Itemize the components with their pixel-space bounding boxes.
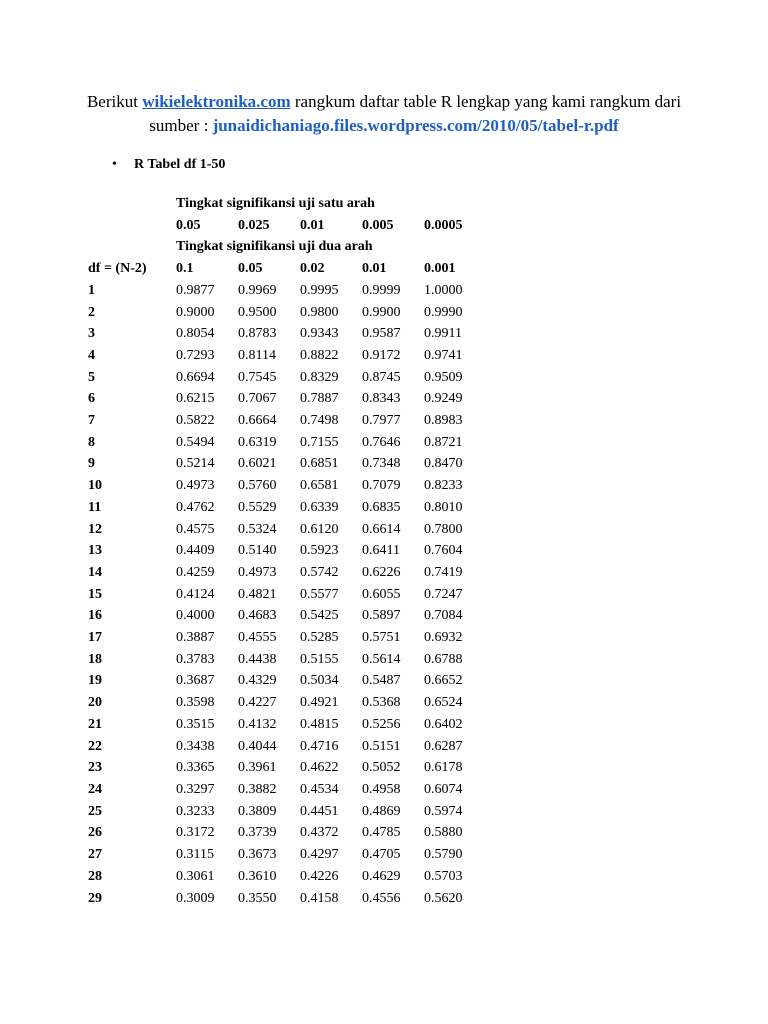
r-value-cell: 0.9995 <box>300 282 339 298</box>
r-value-cell: 0.6524 <box>424 695 463 711</box>
df-cell: 10 <box>88 478 102 494</box>
r-value-cell: 0.3961 <box>238 760 277 776</box>
r-value-cell: 0.8054 <box>176 326 215 342</box>
df-cell: 29 <box>88 890 102 906</box>
table-row <box>88 432 486 454</box>
r-value-cell: 0.3598 <box>176 695 215 711</box>
r-value-cell: 0.4683 <box>238 608 277 624</box>
one-tail-level: 0.0005 <box>424 217 463 233</box>
one-tail-level: 0.05 <box>176 217 201 233</box>
r-value-cell: 0.4158 <box>300 890 339 906</box>
r-value-cell: 0.5703 <box>424 868 463 884</box>
r-value-cell: 0.7079 <box>362 478 401 494</box>
r-value-cell: 0.4132 <box>238 716 277 732</box>
r-value-cell: 0.6851 <box>300 456 339 472</box>
df-cell: 1 <box>88 282 95 298</box>
r-value-cell: 0.6226 <box>362 564 401 580</box>
r-value-cell: 0.5140 <box>238 543 277 559</box>
r-value-cell: 0.8470 <box>424 456 463 472</box>
r-value-cell: 0.7498 <box>300 413 339 429</box>
r-value-cell: 0.8329 <box>300 369 339 385</box>
two-tail-level: 0.05 <box>238 261 263 277</box>
r-value-cell: 0.4821 <box>238 586 277 602</box>
df-cell: 20 <box>88 695 102 711</box>
table-row <box>88 670 486 692</box>
r-value-cell: 0.3365 <box>176 760 215 776</box>
r-value-cell: 0.4575 <box>176 521 215 537</box>
r-value-cell: 0.7155 <box>300 434 339 450</box>
df-cell: 24 <box>88 781 102 797</box>
one-tail-level: 0.005 <box>362 217 394 233</box>
r-value-cell: 0.5614 <box>362 651 401 667</box>
r-value-cell: 0.8983 <box>424 413 463 429</box>
df-cell: 14 <box>88 564 102 580</box>
r-value-cell: 0.5151 <box>362 738 401 754</box>
table-row <box>88 345 486 367</box>
r-value-cell: 0.4785 <box>362 825 401 841</box>
r-value-cell: 0.4762 <box>176 499 215 515</box>
one-tail-label: Tingkat signifikansi uji satu arah <box>176 196 375 211</box>
intro-middle: rangkum daftar table R lengkap yang kami rangkum dari sumber : <box>149 92 682 135</box>
r-value-cell: 0.6021 <box>238 456 277 472</box>
r-value-cell: 0.7348 <box>362 456 401 472</box>
one-tail-level: 0.01 <box>300 217 325 233</box>
r-value-cell: 0.6652 <box>424 673 463 689</box>
r-value-cell: 0.5742 <box>300 564 339 580</box>
table-row <box>88 497 486 519</box>
r-value-cell: 0.8343 <box>362 391 401 407</box>
r-value-cell: 0.4869 <box>362 803 401 819</box>
r-value-cell: 0.4372 <box>300 825 339 841</box>
r-value-cell: 0.8783 <box>238 326 277 342</box>
r-value-cell: 0.3233 <box>176 803 215 819</box>
r-value-cell: 0.8114 <box>238 347 276 363</box>
r-value-cell: 0.4534 <box>300 781 339 797</box>
r-value-cell: 0.3783 <box>176 651 215 667</box>
r-value-cell: 0.6319 <box>238 434 277 450</box>
df-cell: 9 <box>88 456 95 472</box>
table-row <box>88 367 486 389</box>
table-row <box>88 736 486 758</box>
table-row <box>88 562 486 584</box>
r-value-cell: 0.4044 <box>238 738 277 754</box>
bullet-icon: • <box>112 157 117 172</box>
r-value-cell: 0.5034 <box>300 673 339 689</box>
r-value-cell: 0.8010 <box>424 499 463 515</box>
r-value-cell: 0.9509 <box>424 369 463 385</box>
table-body <box>88 280 486 909</box>
r-value-cell: 0.9000 <box>176 304 215 320</box>
r-value-cell: 0.9249 <box>424 391 463 407</box>
r-value-cell: 0.5214 <box>176 456 215 472</box>
table-row <box>88 714 486 736</box>
r-value-cell: 0.4973 <box>238 564 277 580</box>
df-cell: 18 <box>88 651 102 667</box>
r-value-cell: 0.6788 <box>424 651 463 667</box>
r-value-cell: 0.8233 <box>424 478 463 494</box>
r-value-cell: 0.3438 <box>176 738 215 754</box>
df-cell: 17 <box>88 630 102 646</box>
intro-prefix: Berikut <box>86 92 143 111</box>
r-value-cell: 0.4958 <box>362 781 401 797</box>
r-value-cell: 0.3809 <box>238 803 277 819</box>
r-value-cell: 0.5760 <box>238 478 277 494</box>
df-cell: 22 <box>88 738 102 754</box>
r-value-cell: 0.9990 <box>424 304 463 320</box>
r-value-cell: 0.3739 <box>238 825 277 841</box>
table-row <box>88 757 486 779</box>
df-cell: 16 <box>88 608 102 624</box>
r-value-cell: 0.6339 <box>300 499 339 515</box>
r-value-cell: 0.5974 <box>424 803 463 819</box>
r-value-cell: 0.7545 <box>238 369 277 385</box>
r-value-cell: 0.9500 <box>238 304 277 320</box>
r-value-cell: 0.4451 <box>300 803 339 819</box>
r-value-cell: 0.8822 <box>300 347 339 363</box>
r-value-cell: 0.5487 <box>362 673 401 689</box>
r-value-cell: 0.6835 <box>362 499 401 515</box>
r-value-cell: 0.6287 <box>424 738 463 754</box>
r-value-cell: 0.7604 <box>424 543 463 559</box>
df-cell: 5 <box>88 369 95 385</box>
r-value-cell: 0.3687 <box>176 673 215 689</box>
intro-paragraph <box>60 90 708 138</box>
r-value-cell: 0.7800 <box>424 521 463 537</box>
r-value-cell: 0.5368 <box>362 695 401 711</box>
table-row <box>88 540 486 562</box>
table-row <box>88 844 486 866</box>
r-value-cell: 0.4259 <box>176 564 215 580</box>
two-tail-level: 0.1 <box>176 261 194 277</box>
r-value-cell: 0.5052 <box>362 760 401 776</box>
two-tail-label-row <box>88 236 486 258</box>
two-tail-level: 0.01 <box>362 261 387 277</box>
df-cell: 6 <box>88 391 95 407</box>
r-value-cell: 0.6932 <box>424 630 463 646</box>
r-value-cell: 0.6215 <box>176 391 215 407</box>
r-value-cell: 0.6614 <box>362 521 401 537</box>
df-cell: 12 <box>88 521 102 537</box>
r-value-cell: 0.4329 <box>238 673 277 689</box>
r-value-cell: 0.3673 <box>238 847 277 863</box>
r-value-cell: 0.3009 <box>176 890 215 906</box>
table-row <box>88 692 486 714</box>
r-value-cell: 0.5155 <box>300 651 339 667</box>
r-value-cell: 0.9343 <box>300 326 339 342</box>
table-row <box>88 323 486 345</box>
r-value-cell: 0.4124 <box>176 586 215 602</box>
r-value-cell: 0.7247 <box>424 586 463 602</box>
two-tail-label: Tingkat signifikansi uji dua arah <box>176 239 373 255</box>
r-value-cell: 0.6581 <box>300 478 339 494</box>
table-row <box>88 649 486 671</box>
r-value-cell: 0.4622 <box>300 760 339 776</box>
table-row <box>88 584 486 606</box>
r-value-cell: 0.6074 <box>424 781 463 797</box>
r-value-cell: 0.5790 <box>424 847 463 863</box>
r-value-cell: 0.3061 <box>176 868 215 884</box>
df-cell: 15 <box>88 586 102 602</box>
r-value-cell: 0.9741 <box>424 347 463 363</box>
section-title: R Tabel df 1-50 <box>134 157 226 172</box>
r-value-cell: 0.6402 <box>424 716 463 732</box>
r-value-cell: 0.7084 <box>424 608 463 624</box>
r-value-cell: 0.4227 <box>238 695 277 711</box>
table-row <box>88 475 486 497</box>
table-row <box>88 410 486 432</box>
one-tail-levels-row <box>88 215 486 237</box>
df-cell: 27 <box>88 847 102 863</box>
r-value-cell: 0.7977 <box>362 413 401 429</box>
table-row <box>88 280 486 302</box>
r-value-cell: 0.9172 <box>362 347 401 363</box>
r-value-cell: 0.4556 <box>362 890 401 906</box>
r-value-cell: 0.3115 <box>176 847 214 863</box>
r-value-cell: 0.7419 <box>424 564 463 580</box>
table-row <box>88 605 486 627</box>
r-value-cell: 0.6411 <box>362 543 400 559</box>
table-row <box>88 779 486 801</box>
r-value-cell: 0.4409 <box>176 543 215 559</box>
r-value-cell: 0.4716 <box>300 738 339 754</box>
r-value-cell: 0.8745 <box>362 369 401 385</box>
r-value-cell: 0.5751 <box>362 630 401 646</box>
df-cell: 4 <box>88 347 95 363</box>
r-value-cell: 0.3610 <box>238 868 277 884</box>
r-value-cell: 0.9800 <box>300 304 339 320</box>
df-cell: 3 <box>88 326 95 342</box>
r-value-cell: 0.5529 <box>238 499 277 515</box>
r-value-cell: 0.7067 <box>238 391 277 407</box>
table-row <box>88 888 486 910</box>
r-table <box>88 193 486 909</box>
r-value-cell: 0.5620 <box>424 890 463 906</box>
table-row <box>88 822 486 844</box>
r-value-cell: 0.9969 <box>238 282 277 298</box>
r-value-cell: 0.3172 <box>176 825 215 841</box>
source-pdf-link[interactable]: junaidichaniago.files.wordpress.com/2010/05/tabel-r.pdf <box>212 116 619 135</box>
r-value-cell: 0.3550 <box>238 890 277 906</box>
r-value-cell: 0.5425 <box>300 608 339 624</box>
wikielektronika-link[interactable]: wikielektronika.com <box>142 92 291 111</box>
r-value-cell: 0.4297 <box>300 847 339 863</box>
r-value-cell: 0.4629 <box>362 868 401 884</box>
r-value-cell: 0.5285 <box>300 630 339 646</box>
df-cell: 23 <box>88 760 102 776</box>
r-value-cell: 0.3515 <box>176 716 215 732</box>
r-value-cell: 0.4705 <box>362 847 401 863</box>
df-cell: 26 <box>88 825 102 841</box>
r-value-cell: 1.0000 <box>424 282 463 298</box>
r-value-cell: 0.3882 <box>238 781 277 797</box>
r-value-cell: 0.4000 <box>176 608 215 624</box>
r-value-cell: 0.7887 <box>300 391 339 407</box>
r-value-cell: 0.9587 <box>362 326 401 342</box>
one-tail-label-row <box>88 193 486 215</box>
df-cell: 21 <box>88 716 102 732</box>
r-value-cell: 0.6664 <box>238 413 277 429</box>
r-value-cell: 0.5577 <box>300 586 339 602</box>
r-value-cell: 0.7646 <box>362 434 401 450</box>
table-row <box>88 453 486 475</box>
two-tail-level: 0.001 <box>424 261 456 277</box>
one-tail-level: 0.025 <box>238 217 270 233</box>
df-cell: 19 <box>88 673 102 689</box>
r-value-cell: 0.4226 <box>300 868 339 884</box>
table-row <box>88 519 486 541</box>
df-cell: 13 <box>88 543 102 559</box>
r-value-cell: 0.5897 <box>362 608 401 624</box>
section-heading <box>112 155 225 175</box>
r-value-cell: 0.4973 <box>176 478 215 494</box>
r-value-cell: 0.8721 <box>424 434 463 450</box>
r-value-cell: 0.5494 <box>176 434 215 450</box>
r-value-cell: 0.5923 <box>300 543 339 559</box>
r-value-cell: 0.4921 <box>300 695 339 711</box>
table-row <box>88 866 486 888</box>
df-header: df = (N-2) <box>88 261 147 277</box>
r-value-cell: 0.9911 <box>424 326 462 342</box>
two-tail-level: 0.02 <box>300 261 325 277</box>
table-row <box>88 302 486 324</box>
r-value-cell: 0.4555 <box>238 630 277 646</box>
df-cell: 11 <box>88 499 102 515</box>
two-tail-levels-row <box>88 258 486 280</box>
r-value-cell: 0.4815 <box>300 716 339 732</box>
r-value-cell: 0.3297 <box>176 781 215 797</box>
df-cell: 2 <box>88 304 95 320</box>
table-row <box>88 627 486 649</box>
r-value-cell: 0.5880 <box>424 825 463 841</box>
df-cell: 25 <box>88 803 102 819</box>
r-value-cell: 0.7293 <box>176 347 215 363</box>
df-cell: 8 <box>88 434 95 450</box>
r-value-cell: 0.6178 <box>424 760 463 776</box>
r-value-cell: 0.9900 <box>362 304 401 320</box>
r-value-cell: 0.6120 <box>300 521 339 537</box>
r-value-cell: 0.6055 <box>362 586 401 602</box>
df-cell: 28 <box>88 868 102 884</box>
r-value-cell: 0.6694 <box>176 369 215 385</box>
r-value-cell: 0.9999 <box>362 282 401 298</box>
r-value-cell: 0.5822 <box>176 413 215 429</box>
r-value-cell: 0.5256 <box>362 716 401 732</box>
table-row <box>88 801 486 823</box>
r-value-cell: 0.5324 <box>238 521 277 537</box>
r-value-cell: 0.4438 <box>238 651 277 667</box>
r-value-cell: 0.3887 <box>176 630 215 646</box>
r-value-cell: 0.9877 <box>176 282 215 298</box>
table-row <box>88 388 486 410</box>
df-cell: 7 <box>88 413 95 429</box>
